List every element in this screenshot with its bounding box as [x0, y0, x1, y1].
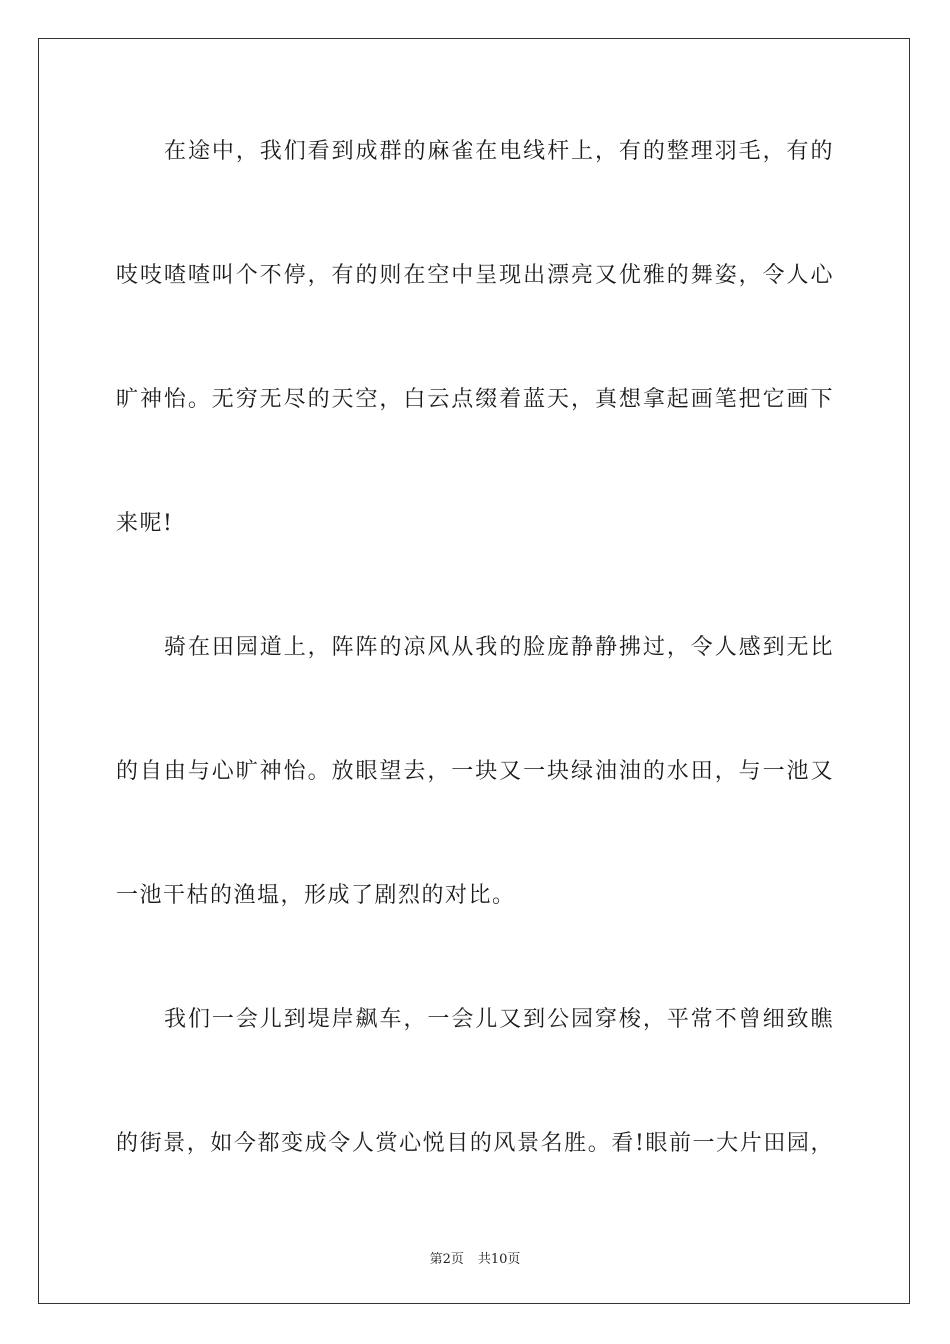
text-line: 来呢!: [116, 511, 174, 536]
text-line: 吱吱喳喳叫个不停，有的则在空中呈现出漂亮又优雅的舞姿，令人心: [116, 263, 834, 288]
text-line: 一池干枯的渔塭，形成了剧烈的对比。: [116, 883, 516, 908]
page-footer: [0, 1248, 950, 1267]
text-line: 旷神怡。无穷无尽的天空，白云点缀着蓝天，真想拿起画笔把它画下: [116, 387, 834, 412]
page-border: [38, 38, 910, 1304]
page-number: 第2页: [429, 1252, 464, 1267]
text-line: 的自由与心旷神怡。放眼望去，一块又一块绿油油的水田，与一池又: [116, 759, 834, 784]
text-line: 骑在田园道上，阵阵的凉风从我的脸庞静静拂过，令人感到无比: [164, 635, 834, 660]
text-line: 我们一会儿到堤岸飙车，一会儿又到公园穿梭，平常不曾细致瞧: [164, 1007, 834, 1032]
text-line: 的街景，如今都变成令人赏心悦目的风景名胜。看!眼前一大片田园，: [116, 1131, 834, 1156]
text-line: 在途中，我们看到成群的麻雀在电线杆上，有的整理羽毛，有的: [164, 139, 834, 164]
page-total: 共10页: [477, 1252, 521, 1267]
